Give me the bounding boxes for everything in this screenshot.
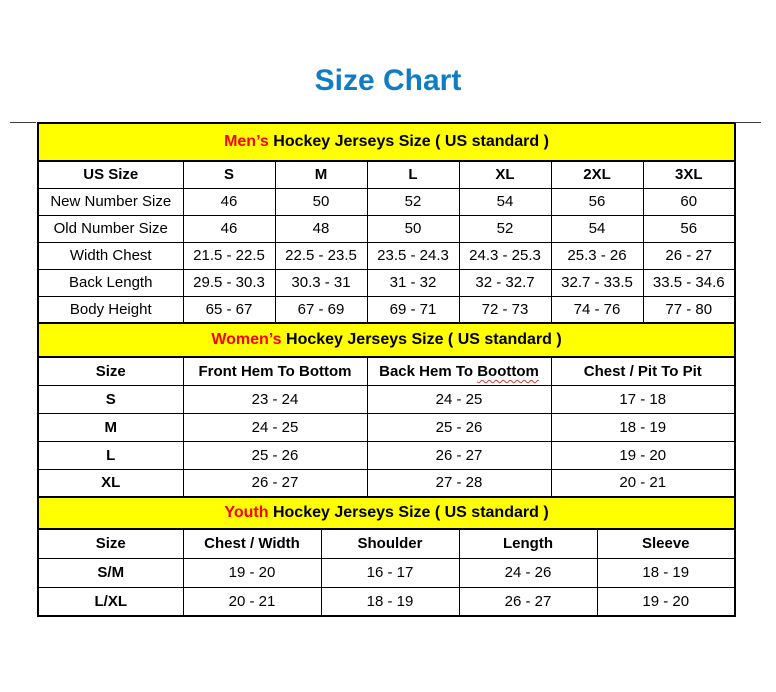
youth-section-rest: Hockey Jerseys Size ( US standard ) [268, 504, 549, 521]
row-label: M [38, 413, 183, 441]
table-cell: 19 - 20 [183, 558, 321, 587]
column-header: Chest / Pit To Pit [551, 357, 735, 385]
table-cell: 26 - 27 [643, 242, 735, 269]
table-row [38, 441, 735, 469]
youth-section-highlight: Youth [224, 504, 269, 521]
table-cell: 21.5 - 22.5 [183, 242, 275, 269]
table-cell: 25 - 26 [183, 441, 367, 469]
table-cell: 65 - 67 [183, 296, 275, 323]
row-label: L/XL [38, 587, 183, 616]
table-cell: 25.3 - 26 [551, 242, 643, 269]
table-cell: 24 - 26 [459, 558, 597, 587]
womens-size-table [37, 322, 736, 498]
column-header: Sleeve [597, 529, 735, 558]
table-row [38, 296, 735, 323]
column-header: M [275, 161, 367, 188]
gridline-stub [735, 122, 761, 123]
mens-column-header-row [38, 161, 735, 188]
column-header: Front Hem To Bottom [183, 357, 367, 385]
table-cell: 72 - 73 [459, 296, 551, 323]
womens-section-header-row [38, 323, 735, 357]
column-header: Chest / Width [183, 529, 321, 558]
womens-section-highlight: Women’s [211, 331, 282, 348]
table-cell: 19 - 20 [551, 441, 735, 469]
table-cell: 19 - 20 [597, 587, 735, 616]
table-row [38, 188, 735, 215]
table-cell: 52 [367, 188, 459, 215]
table-cell: 56 [551, 188, 643, 215]
row-label: Body Height [38, 296, 183, 323]
womens-section-rest: Hockey Jerseys Size ( US standard ) [281, 331, 562, 348]
row-label: S [38, 385, 183, 413]
mens-section-rest: Hockey Jerseys Size ( US standard ) [268, 133, 549, 150]
column-header: US Size [38, 161, 183, 188]
table-cell: 77 - 80 [643, 296, 735, 323]
table-cell: 23 - 24 [183, 385, 367, 413]
table-cell: 25 - 26 [367, 413, 551, 441]
table-cell: 20 - 21 [551, 469, 735, 497]
youth-size-table [37, 496, 736, 617]
youth-column-header-row [38, 529, 735, 558]
column-header: Back Hem To Boottom [367, 357, 551, 385]
table-cell: 69 - 71 [367, 296, 459, 323]
column-header: S [183, 161, 275, 188]
row-label: Old Number Size [38, 215, 183, 242]
table-cell: 50 [367, 215, 459, 242]
column-header: Length [459, 529, 597, 558]
column-header: 2XL [551, 161, 643, 188]
row-label: New Number Size [38, 188, 183, 215]
table-cell: 30.3 - 31 [275, 269, 367, 296]
table-cell: 26 - 27 [459, 587, 597, 616]
row-label: Back Length [38, 269, 183, 296]
table-cell: 18 - 19 [551, 413, 735, 441]
tables-container [37, 122, 734, 617]
row-label: S/M [38, 558, 183, 587]
table-cell: 26 - 27 [183, 469, 367, 497]
table-cell: 46 [183, 215, 275, 242]
row-label: Width Chest [38, 242, 183, 269]
table-cell: 22.5 - 23.5 [275, 242, 367, 269]
page-title: Size Chart [314, 64, 462, 97]
table-row [38, 215, 735, 242]
column-header: Size [38, 529, 183, 558]
column-header: Shoulder [321, 529, 459, 558]
table-cell: 56 [643, 215, 735, 242]
table-cell: 20 - 21 [183, 587, 321, 616]
mens-section-header-row [38, 123, 735, 161]
table-cell: 17 - 18 [551, 385, 735, 413]
mens-section-header [38, 123, 735, 161]
table-cell: 24 - 25 [183, 413, 367, 441]
womens-column-header-row [38, 357, 735, 385]
table-cell: 18 - 19 [321, 587, 459, 616]
table-row [38, 242, 735, 269]
misspelled-word: Boottom [477, 362, 539, 380]
table-cell: 48 [275, 215, 367, 242]
youth-section-header-row [38, 497, 735, 529]
gridline-stub [10, 122, 36, 123]
column-header: XL [459, 161, 551, 188]
table-row [38, 269, 735, 296]
table-row [38, 385, 735, 413]
table-cell: 33.5 - 34.6 [643, 269, 735, 296]
table-cell: 26 - 27 [367, 441, 551, 469]
table-cell: 32.7 - 33.5 [551, 269, 643, 296]
table-cell: 24 - 25 [367, 385, 551, 413]
column-header: Size [38, 357, 183, 385]
table-cell: 46 [183, 188, 275, 215]
table-cell: 29.5 - 30.3 [183, 269, 275, 296]
table-row [38, 469, 735, 497]
table-cell: 54 [459, 188, 551, 215]
womens-section-header [38, 323, 735, 357]
row-label: L [38, 441, 183, 469]
column-header: 3XL [643, 161, 735, 188]
youth-section-header [38, 497, 735, 529]
table-row [38, 558, 735, 587]
table-cell: 23.5 - 24.3 [367, 242, 459, 269]
table-row [38, 413, 735, 441]
table-cell: 52 [459, 215, 551, 242]
table-cell: 27 - 28 [367, 469, 551, 497]
table-row [38, 587, 735, 616]
table-cell: 74 - 76 [551, 296, 643, 323]
row-label: XL [38, 469, 183, 497]
column-header: L [367, 161, 459, 188]
mens-size-table [37, 122, 736, 324]
mens-section-highlight: Men’s [224, 133, 269, 150]
table-cell: 16 - 17 [321, 558, 459, 587]
table-cell: 32 - 32.7 [459, 269, 551, 296]
table-cell: 50 [275, 188, 367, 215]
table-cell: 31 - 32 [367, 269, 459, 296]
table-cell: 24.3 - 25.3 [459, 242, 551, 269]
table-cell: 54 [551, 215, 643, 242]
table-cell: 18 - 19 [597, 558, 735, 587]
table-cell: 60 [643, 188, 735, 215]
table-cell: 67 - 69 [275, 296, 367, 323]
